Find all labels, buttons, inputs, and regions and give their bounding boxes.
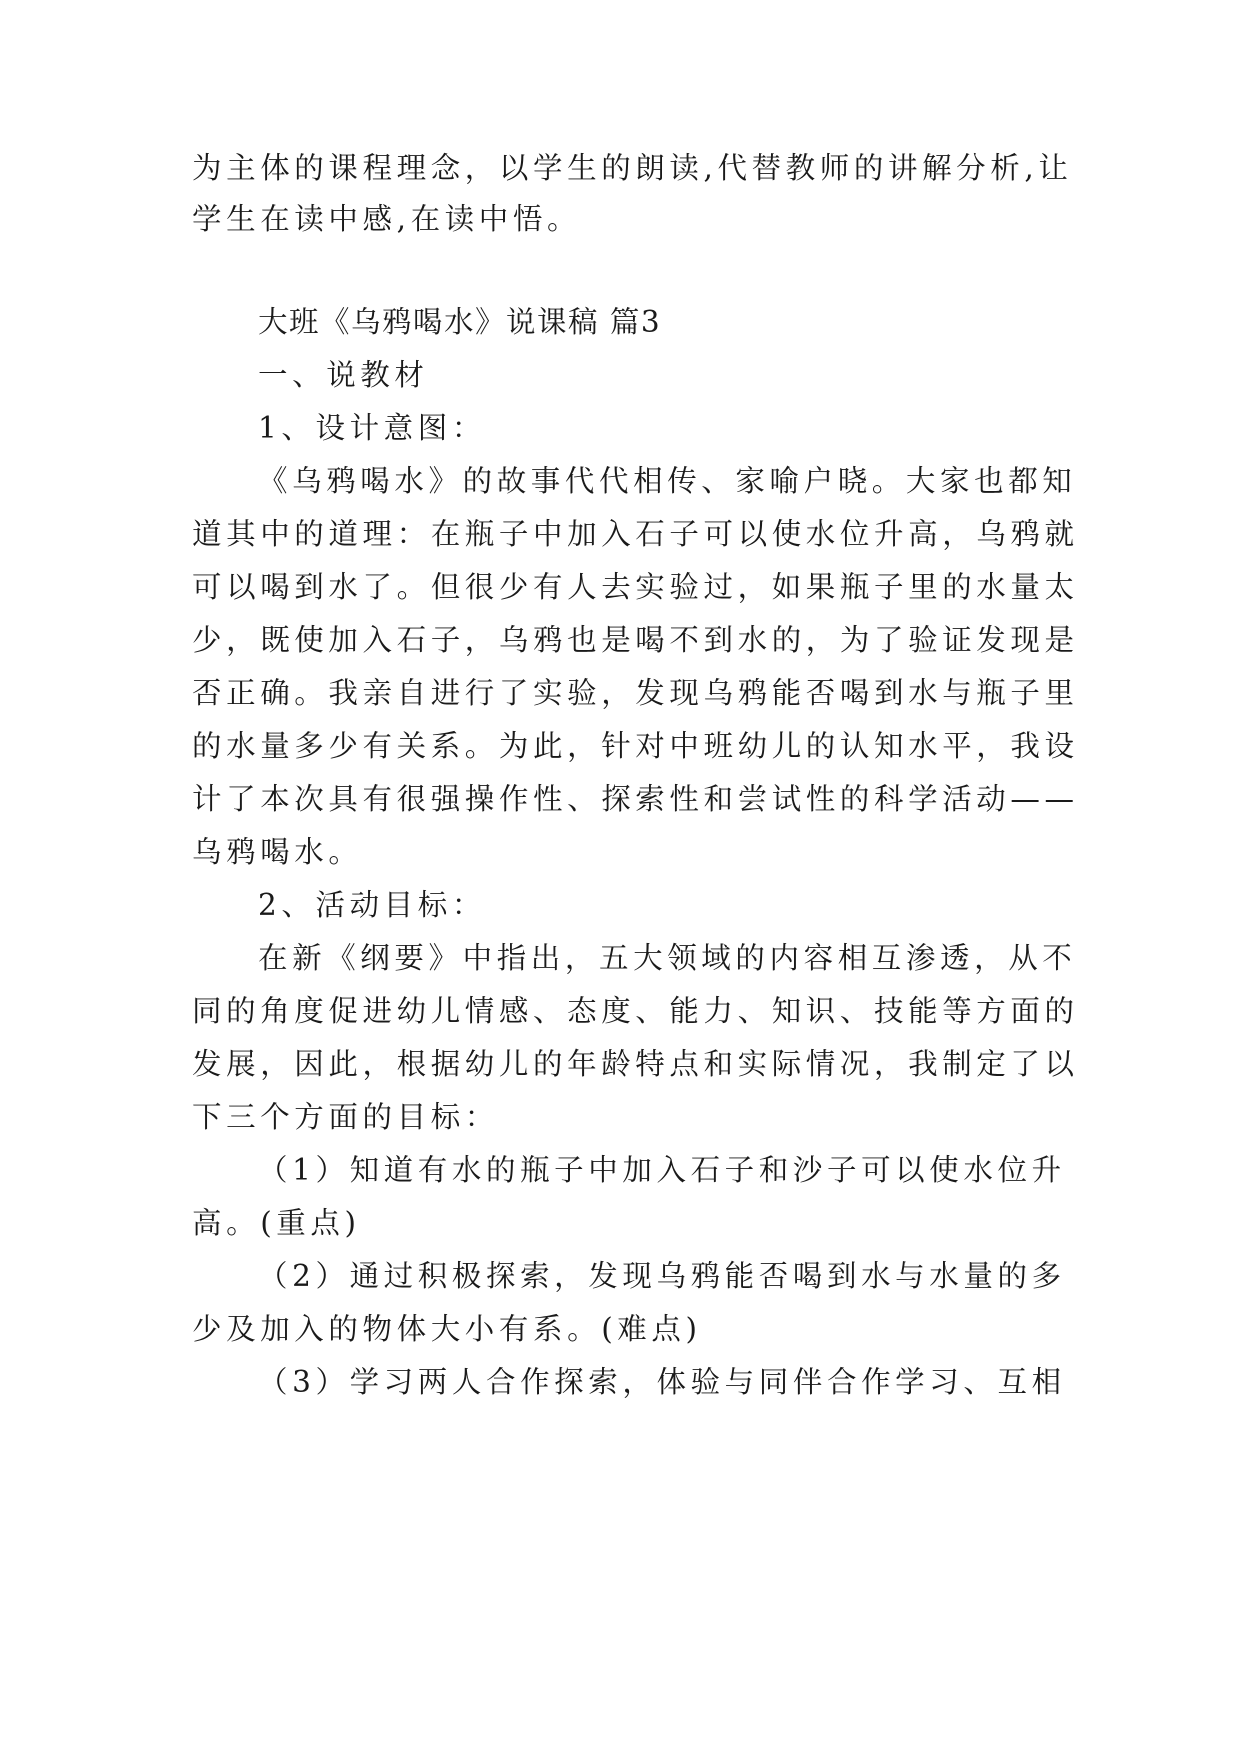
paragraph-line: 道其中的道理：在瓶子中加入石子可以使水位升高，乌鸦就 (192, 517, 1079, 551)
goal-item: （1）知道有水的瓶子中加入石子和沙子可以使水位升 (258, 1153, 1066, 1187)
subsection-heading: 2、活动目标： (258, 888, 486, 922)
section-title: 大班《乌鸦喝水》说课稿 篇3 (258, 305, 662, 339)
section-heading: 一、说教材 (258, 358, 429, 392)
paragraph-line: 可以喝到水了。但很少有人去实验过，如果瓶子里的水量太 (192, 570, 1079, 604)
paragraph-line: 乌鸦喝水。 (192, 835, 363, 869)
paragraph-line: 在新《纲要》中指出，五大领域的内容相互渗透，从不 (258, 941, 1077, 975)
goal-item: （3）学习两人合作探索，体验与同伴合作学习、互相 (258, 1365, 1066, 1399)
paragraph-line: 否正确。我亲自进行了实验，发现乌鸦能否喝到水与瓶子里 (192, 676, 1079, 710)
paragraph-line: 的水量多少有关系。为此，针对中班幼儿的认知水平，我设 (192, 729, 1079, 763)
goal-item: （2）通过积极探索，发现乌鸦能否喝到水与水量的多 (258, 1259, 1066, 1293)
paragraph-line: 学生在读中感,在读中悟。 (192, 202, 582, 236)
paragraph-line: 同的角度促进幼儿情感、态度、能力、知识、技能等方面的 (192, 994, 1079, 1028)
paragraph-line: 《乌鸦喝水》的故事代代相传、家喻户晓。大家也都知 (258, 464, 1077, 498)
paragraph-line: 发展，因此，根据幼儿的年龄特点和实际情况，我制定了以 (192, 1047, 1079, 1081)
paragraph-line: 计了本次具有很强操作性、探索性和尝试性的科学活动—— (192, 782, 1079, 816)
goal-item-continuation: 少及加入的物体大小有系。(难点) (192, 1312, 702, 1346)
paragraph-line: 少，既使加入石子，乌鸦也是喝不到水的，为了验证发现是 (192, 623, 1079, 657)
goal-item-continuation: 高。(重点) (192, 1206, 361, 1240)
paragraph-line: 为主体的课程理念，以学生的朗读,代替教师的讲解分析,让 (192, 151, 1073, 185)
paragraph-line: 下三个方面的目标： (192, 1100, 499, 1134)
subsection-heading: 1、设计意图： (258, 411, 486, 445)
